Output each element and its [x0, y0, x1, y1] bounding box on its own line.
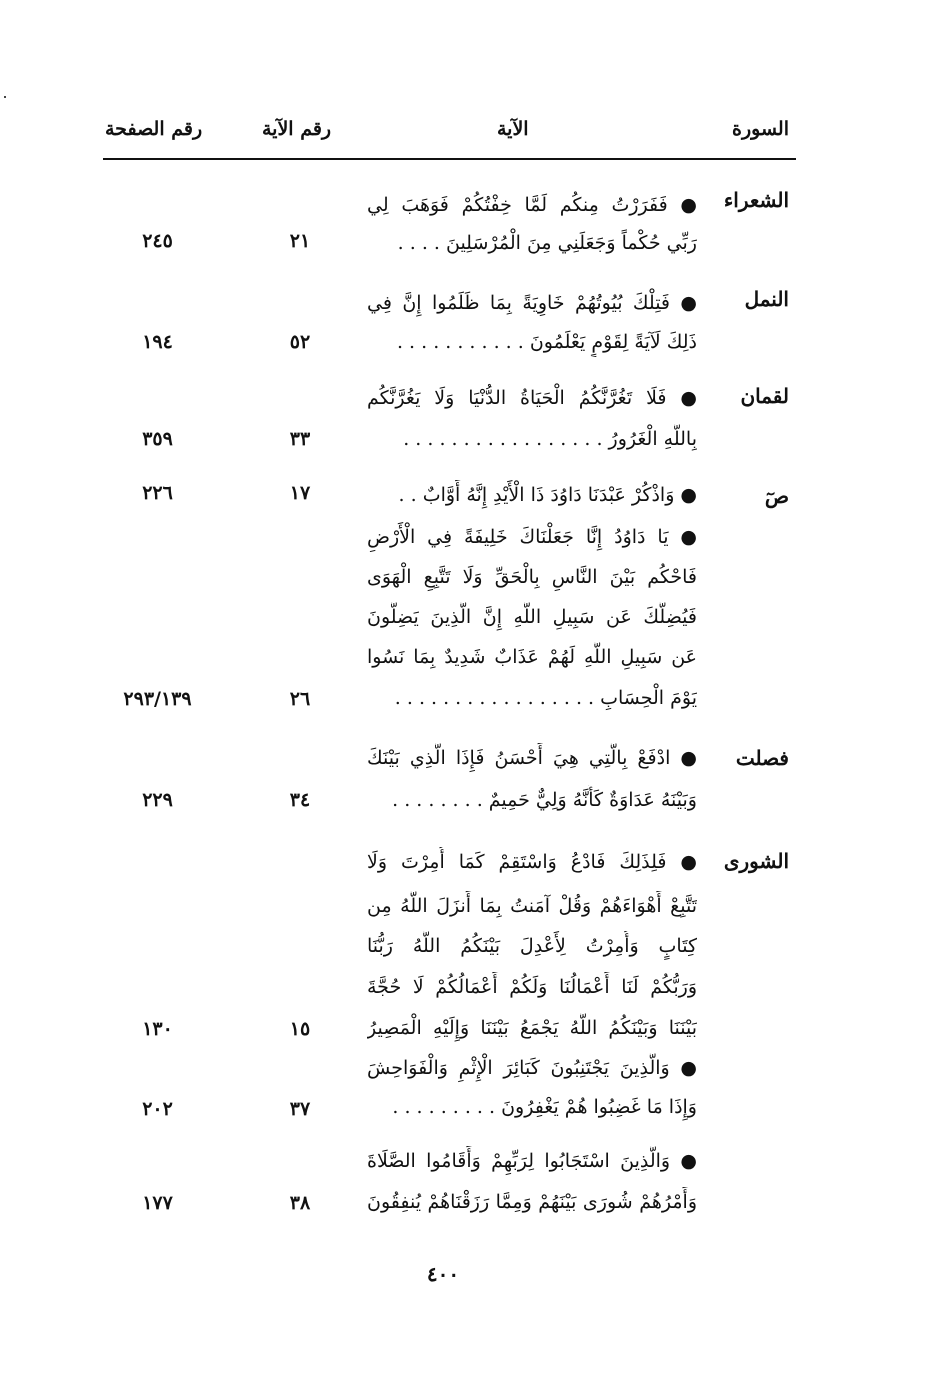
- header-rule: [103, 158, 796, 160]
- scan-speck: [4, 96, 6, 98]
- verse-line: يَوْمَ الْحِسَابِ . . . . . . . . . . . . . . . . .: [394, 687, 697, 709]
- verse-line: ● فَفَرَرْتُ مِنكُم لَمَّا خِفْتُكُمْ فَوَهَبَ لِي: [367, 194, 697, 216]
- verse-line: وَأَمْرُهُمْ شُورَى بَيْنَهُمْ وَمِمَّا رَزَقْنَاهُمْ يُنفِقُونَ: [367, 1191, 697, 1213]
- verse-line: ● فَلَا تَغُرَّنَّكُمُ الْحَيَاةُ الدُّنْيَا وَلَا يَغُرَّنَّكُم: [367, 387, 697, 409]
- verse-line: وَرَبُّكُمْ لَنَا أَعْمَالُنَا وَلَكُمْ أَعْمَالُكُمْ لَا حُجَّةَ: [367, 976, 697, 998]
- ayah-number: ٣٨: [289, 1192, 311, 1214]
- verse-line: فَيُضِلَّكَ عَن سَبِيلِ اللَّهِ إِنَّ الَّذِينَ يَضِلُّونَ: [367, 606, 697, 628]
- header-sura: السورة: [732, 118, 789, 140]
- ayah-number: ١٥: [289, 1018, 311, 1040]
- verse-line: تَتَّبِعْ أَهْوَاءَهُمْ وَقُلْ آمَنتُ بِمَا أَنزَلَ اللَّهُ مِن: [367, 895, 697, 917]
- verse-line: كِتَابٍ وَأُمِرْتُ لِأَعْدِلَ بَيْنَكُمُ اللَّهُ رَبُّنَا: [367, 935, 697, 957]
- page-number: ٢٩٣/١٣٩: [123, 688, 192, 710]
- verse-line: ذَلِكَ لَآيَةً لِقَوْمٍ يَعْلَمُونَ . . . . . . . . . . .: [396, 331, 697, 353]
- ayah-number: ١٧: [289, 482, 311, 504]
- page-footer-number: ٤٠٠: [426, 1262, 460, 1286]
- verse-line: وَبَيْنَهُ عَدَاوَةٌ كَأَنَّهُ وَلِيٌّ حَمِيمٌ . . . . . . . .: [392, 789, 697, 811]
- verse-line: ● وَالَّذِينَ يَجْتَنِبُونَ كَبَائِرَ الْإِثْمِ وَالْفَوَاحِشَ: [367, 1057, 697, 1079]
- ayah-number: ٣٧: [289, 1098, 311, 1120]
- sura-name: فصلت: [735, 746, 789, 770]
- header-page-number: رقم الصفحة: [105, 118, 203, 140]
- verse-line: ● فَلِذَلِكَ فَادْعُ وَاسْتَقِمْ كَمَا أُمِرْتَ وَلَا: [367, 851, 697, 873]
- sura-name: لقمان: [740, 384, 789, 408]
- sura-name: صٓ: [764, 484, 789, 508]
- sura-name: الشورى: [723, 849, 789, 873]
- verse-line: ● يَا دَاوُدُ إِنَّا جَعَلْنَاكَ خَلِيفَةً فِي الْأَرْضِ: [367, 526, 697, 548]
- verse-line: بِاللَّهِ الْغَرُورُ . . . . . . . . . . . . . . . . .: [403, 428, 697, 450]
- ayah-number: ٢١: [289, 230, 311, 252]
- ayah-number: ٣٤: [289, 789, 311, 811]
- header-ayah-number: رقم الآية: [262, 118, 332, 140]
- ayah-number: ٥٢: [289, 331, 311, 353]
- page-number: ٢٢٩: [142, 789, 173, 811]
- verse-line: بَيْنَنَا وَبَيْنَكُمُ اللَّهُ يَجْمَعُ بَيْنَنَا وَإِلَيْهِ الْمَصِيرُ: [367, 1017, 697, 1039]
- verse-line: فَاحْكُم بَيْنَ النَّاسِ بِالْحَقِّ وَلَا تَتَّبِعِ الْهَوَى: [367, 566, 697, 588]
- page-number: ٢٠٢: [142, 1098, 173, 1120]
- verse-line: ● وَاذْكُرْ عَبْدَنَا دَاوُدَ ذَا الْأَيْدِ إِنَّهُ أَوَّابٌ . .: [398, 484, 697, 506]
- header-verse: الآية: [497, 118, 529, 140]
- page-number: ٣٥٩: [142, 428, 173, 450]
- page-number: ١٣٠: [142, 1018, 173, 1040]
- sura-name: الشعراء: [723, 188, 789, 212]
- verse-line: ● فَتِلْكَ بُيُوتُهُمْ خَاوِيَةً بِمَا ظَلَمُوا إِنَّ فِي: [367, 292, 697, 314]
- page-number: ١٧٧: [142, 1192, 173, 1214]
- ayah-number: ٢٦: [289, 688, 311, 710]
- sura-name: النمل: [744, 287, 789, 311]
- verse-line: ● ادْفَعْ بِالَّتِي هِيَ أَحْسَنُ فَإِذَا الَّذِي بَيْنَكَ: [367, 747, 697, 769]
- verse-line: وَإِذَا مَا غَضِبُوا هُمْ يَغْفِرُونَ . . . . . . . . .: [392, 1096, 697, 1118]
- verse-line: عَن سَبِيلِ اللَّهِ لَهُمْ عَذَابٌ شَدِيدٌ بِمَا نَسُوا: [367, 646, 697, 668]
- verse-line: ● وَالَّذِينَ اسْتَجَابُوا لِرَبِّهِمْ وَأَقَامُوا الصَّلَاةَ: [367, 1150, 697, 1172]
- page-number: ٢٢٦: [142, 482, 173, 504]
- page-number: ١٩٤: [142, 331, 173, 353]
- verse-line: رَبِّي حُكْماً وَجَعَلَنِي مِنَ الْمُرْسَلِينَ . . . .: [397, 232, 697, 254]
- page-number: ٢٤٥: [142, 230, 173, 252]
- ayah-number: ٣٣: [289, 428, 311, 450]
